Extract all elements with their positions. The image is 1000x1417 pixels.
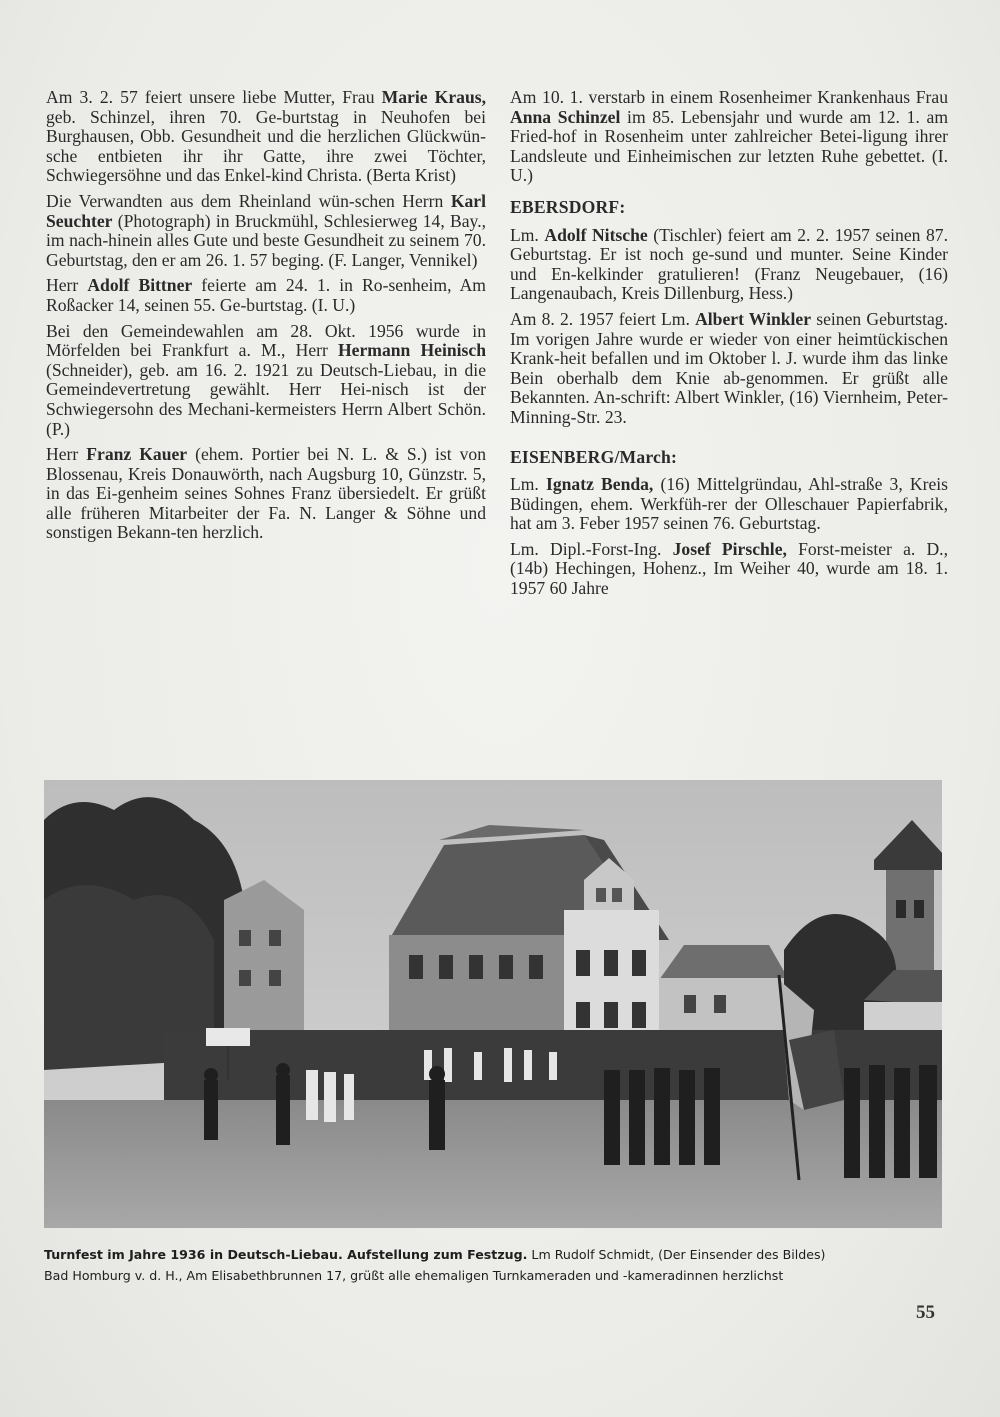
announcement-kauer: Herr Franz Kauer (ehem. Portier bei N. L. & S.) ist von Blossenau, Kreis Donauwörth, nach Augsburg 10, Günzstr. 5, in das Ei-genheim seines Sohnes Franz übersiedelt. Er grüßt alle früheren Mitarbeiter der Fa. N. Langer & Söhne und sonstigen Bekann-ten herzlich. bbox=[46, 444, 487, 543]
caption-line-1: Turnfest im Jahre 1936 in Deutsch-Liebau. Aufstellung zum Festzug. Lm Rudolf Schmidt, (Der Einsender des Bildes) bbox=[44, 1247, 826, 1262]
left-column bbox=[46, 88, 486, 549]
caption-title: Turnfest im Jahre 1936 in Deutsch-Liebau. Aufstellung zum Festzug. bbox=[44, 1247, 528, 1262]
name-hermann-heinisch: Hermann Heinisch bbox=[338, 340, 486, 361]
announcement-benda: Lm. Ignatz Benda, (16) Mittelgründau, Ahl-straße 3, Kreis Büdingen, ehem. Werkfüh-rer der Olleschauer Papierfabrik, hat am 3. Feber 1957 seinen 76. Geburtstag. bbox=[510, 474, 948, 534]
announcement-nitsche: Lm. Adolf Nitsche (Tischler) feiert am 2. 2. 1957 seinen 87. Geburtstag. Er ist noch ge-sund und munter. Seine Kinder und En-kelkinder gratulieren! (Franz Neugebauer, (16) Langenaubach, Kreis Dillenburg, Hess.) bbox=[510, 224, 948, 304]
name-adolf-nitsche: Adolf Nitsche bbox=[544, 224, 648, 245]
right-column bbox=[510, 88, 948, 605]
name-adolf-bittner: Adolf Bittner bbox=[87, 275, 193, 296]
announcement-schinzel: Am 10. 1. verstarb in einem Rosenheimer Krankenhaus Frau Anna Schinzel im 85. Lebensjahr und wurde am 12. 1. am Fried-hof in Rosenheim unter zahlreicher Betei-ligung ihrer Landsleute und Einheimischen zur letzten Ruhe gebettet. (I. U.) bbox=[510, 87, 948, 186]
name-marie-kraus: Marie Kraus, bbox=[381, 87, 486, 107]
name-anna-schinzel: Anna Schinzel bbox=[510, 106, 621, 127]
name-ignatz-benda: Ignatz Benda, bbox=[545, 474, 654, 495]
announcement-winkler: Am 8. 2. 1957 feiert Lm. Albert Winkler seinen Geburtstag. Im vorigen Jahre wurde er wieder von einer heimtückischen Krank-heit befallen und im Oktober l. J. wurde ihm das linke Bein oberhalb dem Knie ab-genommen. Er grüßt alle Bekannten. An-schrift: Albert Winkler, (16) Viernheim, Peter-Minning-Str. 23. bbox=[510, 308, 948, 427]
announcement-seuchter: Die Verwandten aus dem Rheinland wün-schen Herrn Karl Seuchter (Photograph) in Bruckmühl, Schlesierweg 14, Bay., im nach-hinein alles Gute und beste Gesundheit zu seinem 70. Geburtstag, den er am 26. 1. 57 beging. (F. Langer, Vennikel) bbox=[46, 190, 486, 270]
name-franz-kauer: Franz Kauer bbox=[86, 444, 188, 465]
announcement-heinisch: Bei den Gemeindewahlen am 28. Okt. 1956 wurde in Mörfelden bei Frankfurt a. M., Herr Hermann Heinisch (Schneider), geb. am 16. 2. 1921 zu Deutsch-Liebau, in die Gemeindevertretung gewählt. Herr Hei-nisch ist der Schwiegersohn des Mechani-kermeisters Herrn Albert Schön. (P.) bbox=[46, 320, 486, 439]
section-heading-eisenberg: EISENBERG/March: bbox=[510, 446, 678, 467]
announcement-kraus: Am 3. 2. 57 feiert unsere liebe Mutter, Frau Marie Kraus, geb. Schinzel, ihren 70. Ge-burtstag in Neuhofen bei Burghausen, Obb. Gesundheit und die herzlichen Glückwün-sche entbieten ihr ihr Gatte, ihre zwei Töchter, Schwiegersöhne und das Enkel-kind Christa. (Berta Krist) bbox=[46, 87, 486, 186]
section-heading-ebersdorf: EBERSDORF: bbox=[510, 196, 626, 217]
turnfest-photograph bbox=[44, 780, 942, 1228]
photo-illustration bbox=[44, 780, 942, 1228]
name-albert-winkler: Albert Winkler bbox=[695, 308, 812, 329]
announcement-bittner: Herr Adolf Bittner feierte am 24. 1. in Ro-senheim, Am Roßacker 14, seinen 55. Ge-burtstag. (I. U.) bbox=[46, 275, 486, 315]
page-number: 55 bbox=[916, 1302, 935, 1323]
photo-caption bbox=[44, 1244, 949, 1286]
name-josef-pirschle: Josef Pirschle, bbox=[672, 538, 787, 559]
announcement-pirschle: Lm. Dipl.-Forst-Ing. Josef Pirschle, Forst-meister a. D., (14b) Hechingen, Hohenz., Im Weiher 40, wurde am 18. 1. 1957 60 Jahre bbox=[510, 538, 948, 599]
caption-line-2: Bad Homburg v. d. H., Am Elisabethbrunnen 17, grüßt alle ehemaligen Turnkameraden und -kameradinnen herzlichst bbox=[44, 1268, 784, 1283]
name-karl-seuchter: Karl Seuchter bbox=[46, 190, 486, 231]
